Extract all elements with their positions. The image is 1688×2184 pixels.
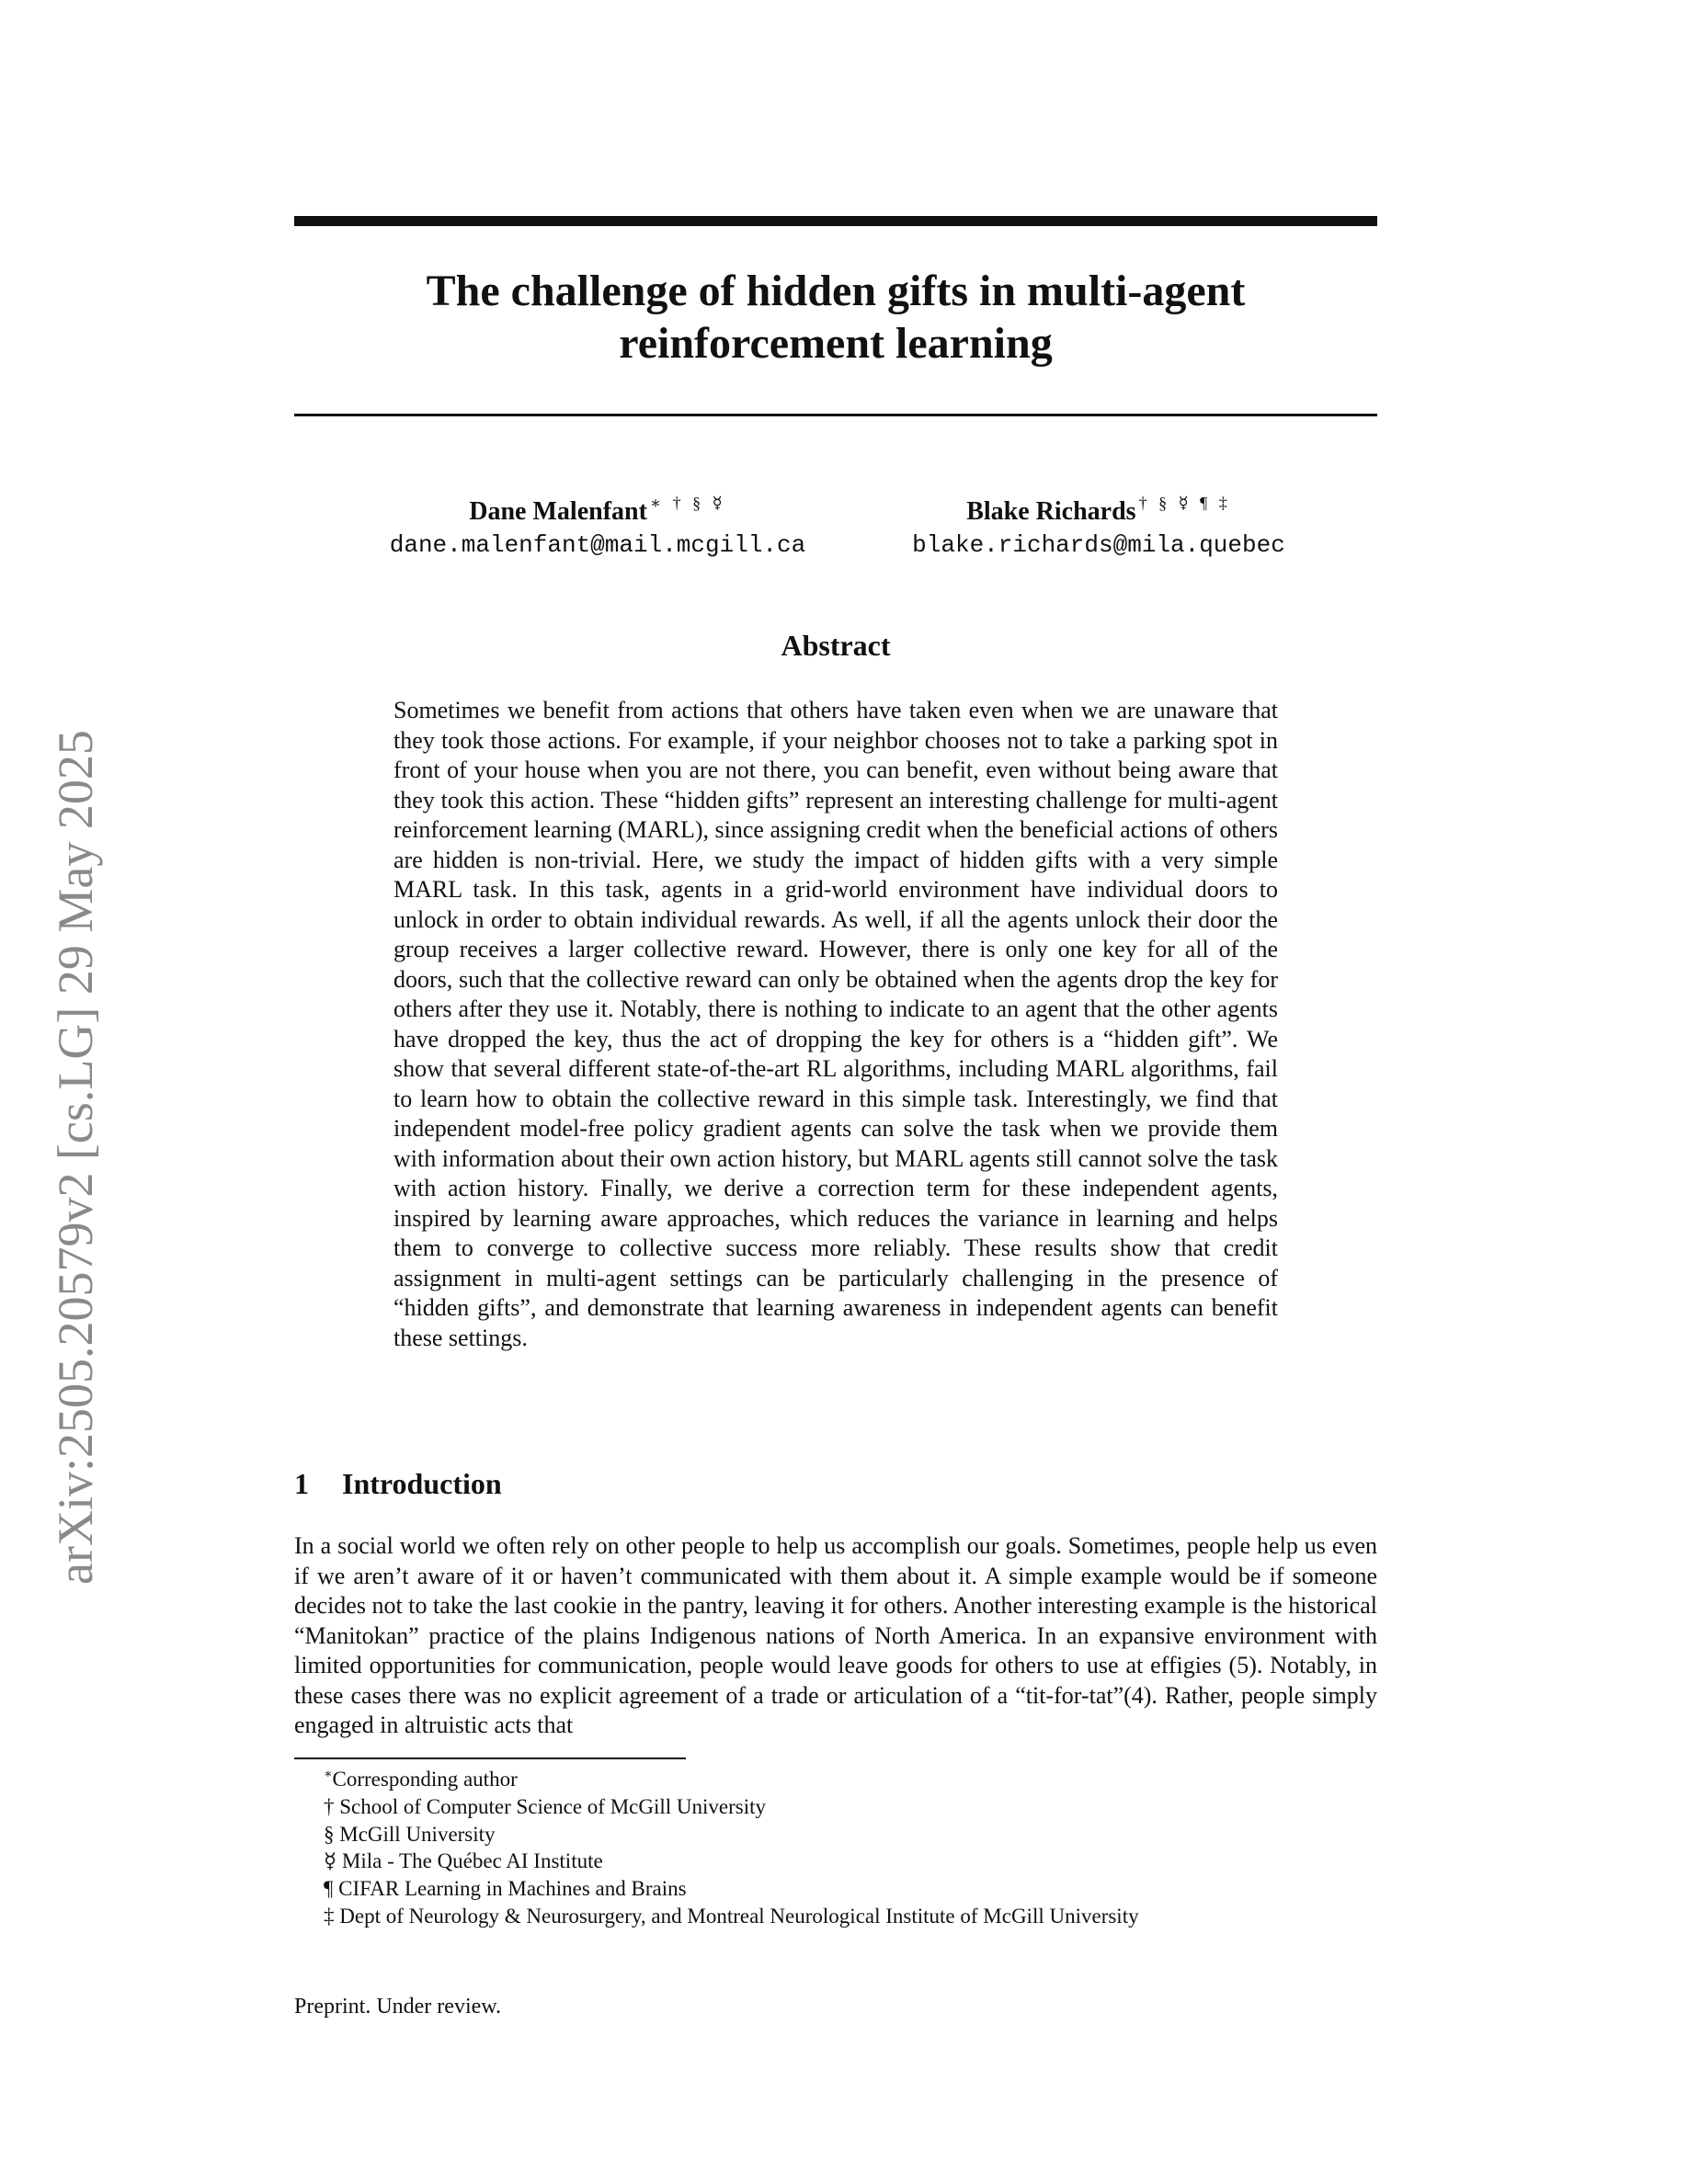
footnote-text: School of Computer Science of McGill University <box>339 1794 767 1818</box>
footnote-mark: ‡ <box>324 1904 340 1928</box>
section-number: 1 <box>294 1467 309 1500</box>
title-top-rule <box>294 216 1377 226</box>
footnote-mark: ¶ <box>324 1877 339 1901</box>
author-name: Dane Malenfant <box>469 497 647 526</box>
footnote <box>324 1761 1372 1793</box>
footnote-text: Mila - The Québec AI Institute <box>341 1849 603 1873</box>
footnote-text: Dept of Neurology & Neurosurgery, and Montreal Neurological Institute of McGill University <box>339 1904 1139 1928</box>
paper-title <box>294 265 1377 370</box>
section-heading <box>294 1465 1377 1502</box>
footnote-text: Corresponding author <box>332 1768 518 1791</box>
footnote <box>324 1875 1372 1903</box>
footnote-rule <box>294 1757 686 1759</box>
preprint-notice: Preprint. Under review. <box>294 1995 502 2019</box>
author-block-1 <box>368 485 827 561</box>
author-email: dane.malenfant@mail.mcgill.ca <box>389 531 806 559</box>
footnote-text: CIFAR Learning in Machines and Brains <box>338 1877 687 1901</box>
footnote-mark: ∗ <box>324 1768 333 1781</box>
footnote <box>324 1793 1372 1821</box>
footnote-mark: § <box>324 1822 340 1846</box>
footnote <box>324 1903 1372 1930</box>
title-line-2: reinforcement learning <box>619 319 1053 368</box>
author-name: Blake Richards <box>966 497 1136 526</box>
footnote-mark: † <box>324 1794 340 1818</box>
introduction-paragraph: In a social world we often rely on other people to help us accomplish our goals. Sometimes, people help us even if we aren’t aware of it or haven’t communicated with them about it. A simple example would be if someone decides not to take the last cookie in the pantry, leaving it for others. Another interesting example is the historical “Manitokan” practice of the plains Indigenous nations of North America. In an expansive environment with limited opportunities for communication, people would leave goods for others to use at effigies (5). Notably, in these cases there was no explicit agreement of a trade or articulation of a “tit-for-tat”(4). Rather, people simply engaged in altruistic acts that <box>294 1532 1377 1738</box>
arxiv-side-stamp: arXiv:2505.20579v2 [cs.LG] 29 May 2025 <box>48 730 103 1585</box>
author-block-2 <box>883 485 1315 561</box>
footnotes <box>324 1761 1372 1930</box>
author-affiliation-marks: † § ☿ ¶ ‡ <box>1138 494 1231 512</box>
footnote <box>324 1821 1372 1848</box>
title-bottom-rule <box>294 414 1377 416</box>
abstract-text: Sometimes we benefit from actions that others have taken even when we are unaware that they took those actions. For example, if your neighbor chooses not to take a parking spot in front of your house when you are not there, you can benefit, even without being aware that they took this action. These “hidden gifts” represent an interesting challenge for multi-agent reinforcement learning (MARL), since assigning credit when the beneficial actions of others are hidden is non-trivial. Here, we study the impact of hidden gifts with a very simple MARL task. In this task, agents in a grid-world environment have individual doors to unlock in order to obtain individual rewards. As well, if all the agents unlock their door the group receives a larger collective reward. However, there is only one key for all of the doors, such that the collective reward can only be obtained when the agents drop the key for others after they use it. Notably, there is nothing to indicate to an agent that the other agents have dropped the key, thus the act of dropping the key for others is a “hidden gift”. We show that several different state-of-the-art RL algorithms, including MARL algorithms, fail to learn how to obtain the collective reward in this simple task. Interestingly, we find that independent model-free policy gradient agents can solve the task when we provide them with information about their own action history, but MARL agents still cannot solve the task with action history. Finally, we derive a correction term for these independent agents, inspired by learning aware approaches, which reduces the variance in learning and helps them to converge to collective success more reliably. These results show that credit assignment in multi-agent settings can be particularly challenging in the presence of “hidden gifts”, and demonstrate that learning awareness in independent agents can benefit these settings. <box>393 697 1278 1351</box>
author-email: blake.richards@mila.quebec <box>912 531 1285 559</box>
footnote-mark: ☿ <box>324 1849 342 1873</box>
footnote <box>324 1848 1372 1875</box>
footnote-text: McGill University <box>339 1822 496 1846</box>
section-title: Introduction <box>342 1467 502 1500</box>
author-affiliation-marks: ∗ † § ☿ <box>649 494 726 512</box>
title-line-1: The challenge of hidden gifts in multi-agent <box>426 267 1246 315</box>
abstract-heading: Abstract <box>781 629 891 662</box>
